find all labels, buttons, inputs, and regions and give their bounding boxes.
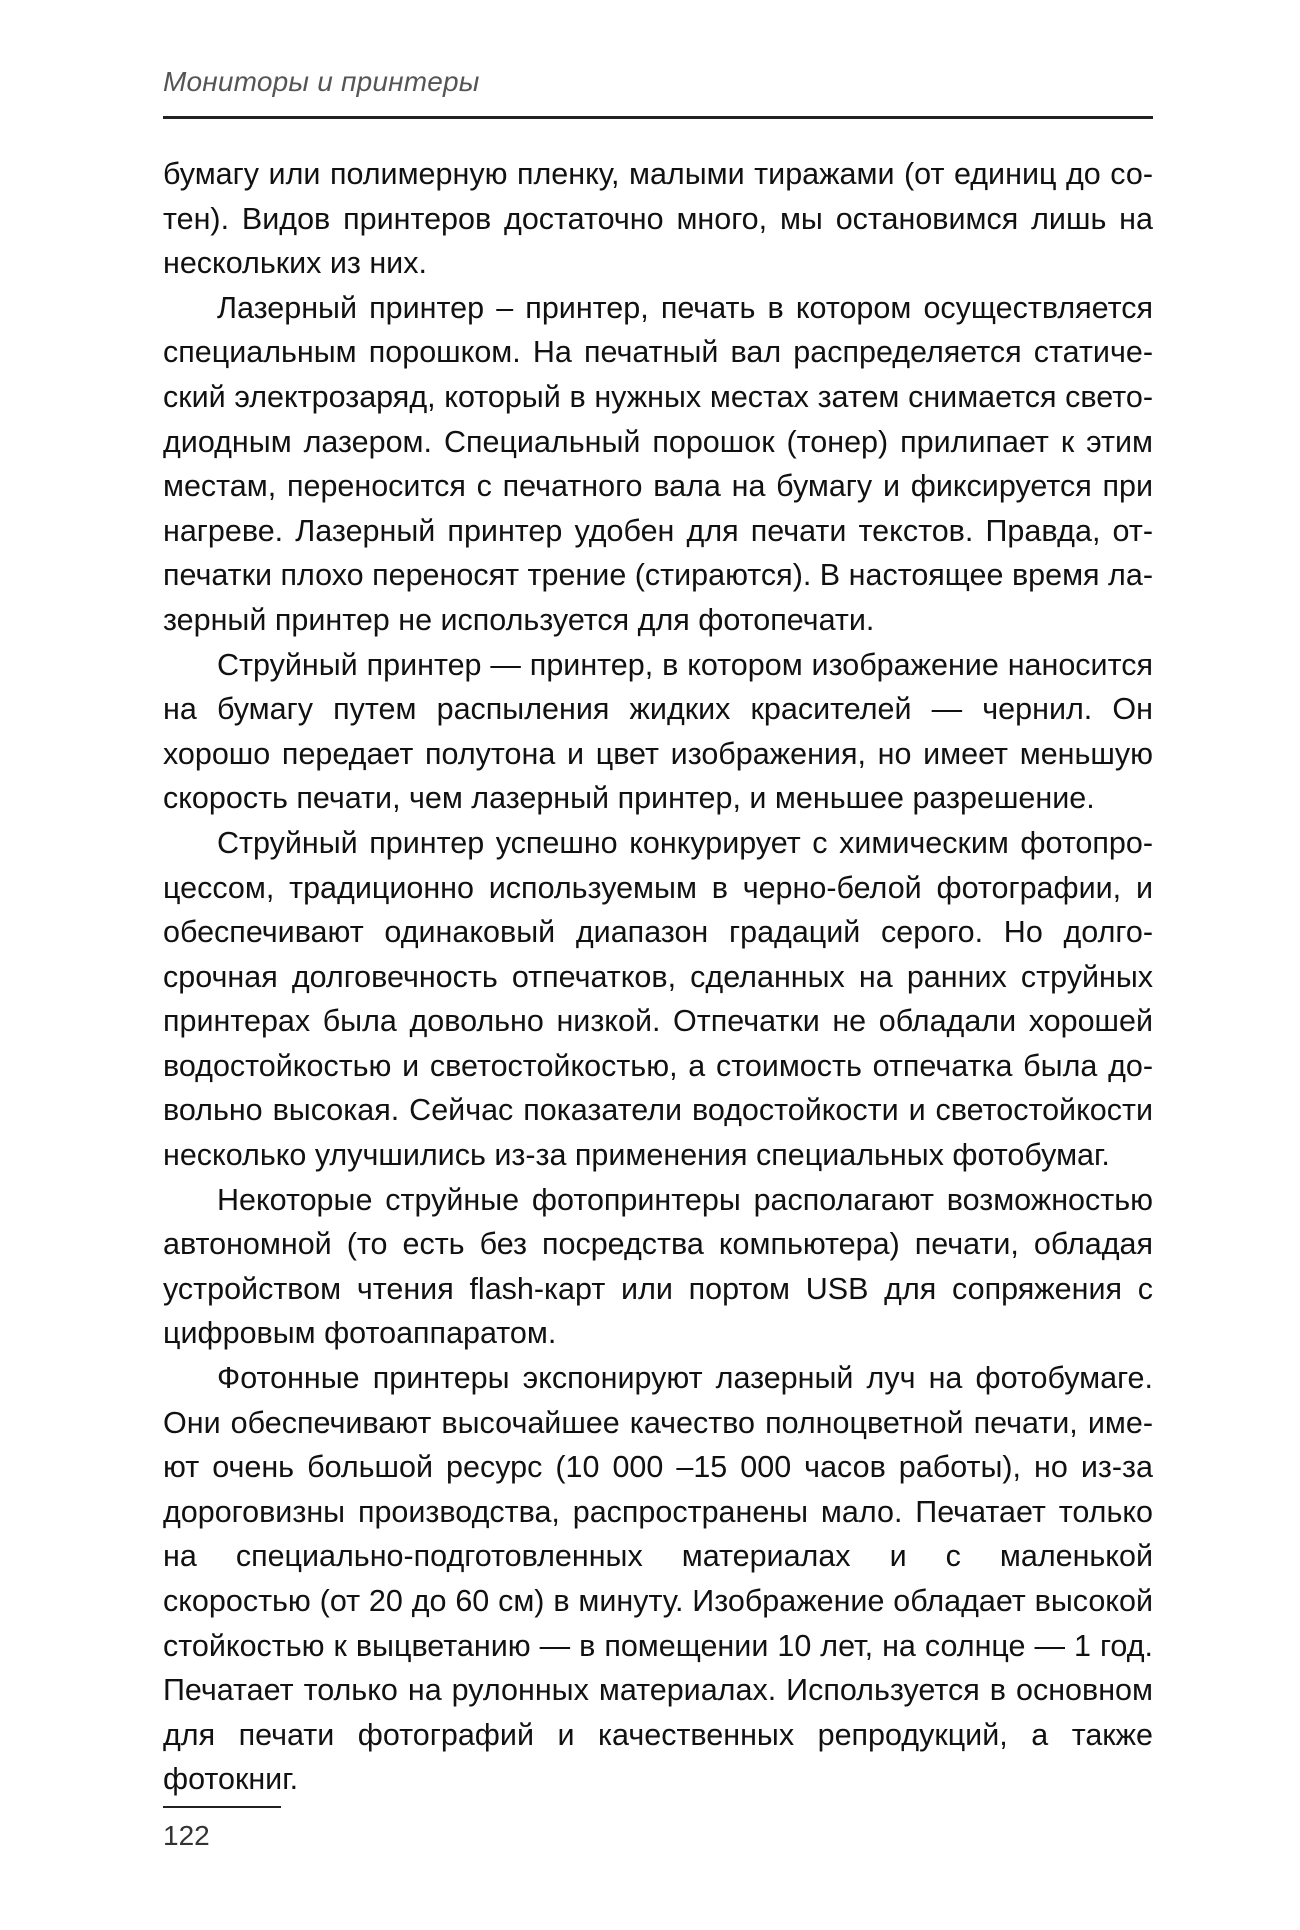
running-header: Мониторы и принтеры bbox=[163, 66, 480, 97]
paragraph-autonomous-printing: Некоторые струйные фотопринтеры располагают возможностью автономной (то есть без посредства компьютера) печати, обладая устройством чтения flash-карт или портом USB для сопряжения с цифровым фотоаппаратом. bbox=[163, 1182, 1153, 1351]
footer-rule bbox=[163, 1806, 281, 1808]
paragraph-continuation: бумагу или полимерную пленку, малыми тиражами (от единиц до сотен). Видов принтеров достаточно много, мы остановимся лишь на нескольких из них. bbox=[163, 157, 1153, 281]
paragraph-inkjet-competition: Струйный принтер успешно конкурирует с химическим фотопроцессом, традиционно используемым в черно-белой фотографии, и обеспечивают одинаковый диапазон градаций серого. Но долгосрочная долговечность отпечатков, сделанных на ранних струйных принтерах была довольно низкой. Отпечатки не обладали хорошей водостойкостью и светостойкостью, а стоимость отпечатка была довольно высокая. Сейчас показатели водостойкости и светостойкости несколько улучшились из-за применения специальных фотобумаг. bbox=[163, 825, 1153, 1173]
book-page bbox=[163, 0, 1153, 1930]
body-text bbox=[163, 152, 1153, 1802]
paragraph-laser-printer: Лазерный принтер – принтер, печать в котором осуществляется специальным порошком. На печатный вал распределяется статический электрозаряд, который в нужных местах затем снимается светодиодным лазером. Специальный порошок (тонер) прилипает к этим местам, переносится с печатного вала на бумагу и фиксируется при нагреве. Лазерный принтер удобен для печати текстов. Правда, отпечатки плохо переносят трение (стираются). В настоящее время лазерный принтер не используется для фотопечати. bbox=[163, 290, 1153, 637]
page-number: 122 bbox=[163, 1820, 210, 1851]
paragraph-inkjet-printer: Струйный принтер — принтер, в котором изображение наносится на бумагу путем распыления жидких красителей — чернил. Он хорошо передает полутона и цвет изображения, но имеет меньшую скорость печати, чем лазерный принтер, и меньшее разрешение. bbox=[163, 647, 1153, 816]
paragraph-photon-printers: Фотонные принтеры экспонируют лазерный луч на фотобумаге. Они обеспечивают высочайшее качество полноцветной печати, имеют очень большой ресурс (10 000 –15 000 часов работы), но из-за дороговизны производства, распространены мало. Печатает только на специально-подготовленных материалах и с маленькой скоростью (от 20 до 60 см) в минуту. Изображение обладает высокой стойкостью к выцветанию — в помещении 10 лет, на солнце — 1 год. Печатает только на рулонных материалах. Используется в основном для печати фотографий и качественных репродукций, а также фотокниг. bbox=[163, 1361, 1153, 1797]
header-rule bbox=[163, 116, 1153, 119]
